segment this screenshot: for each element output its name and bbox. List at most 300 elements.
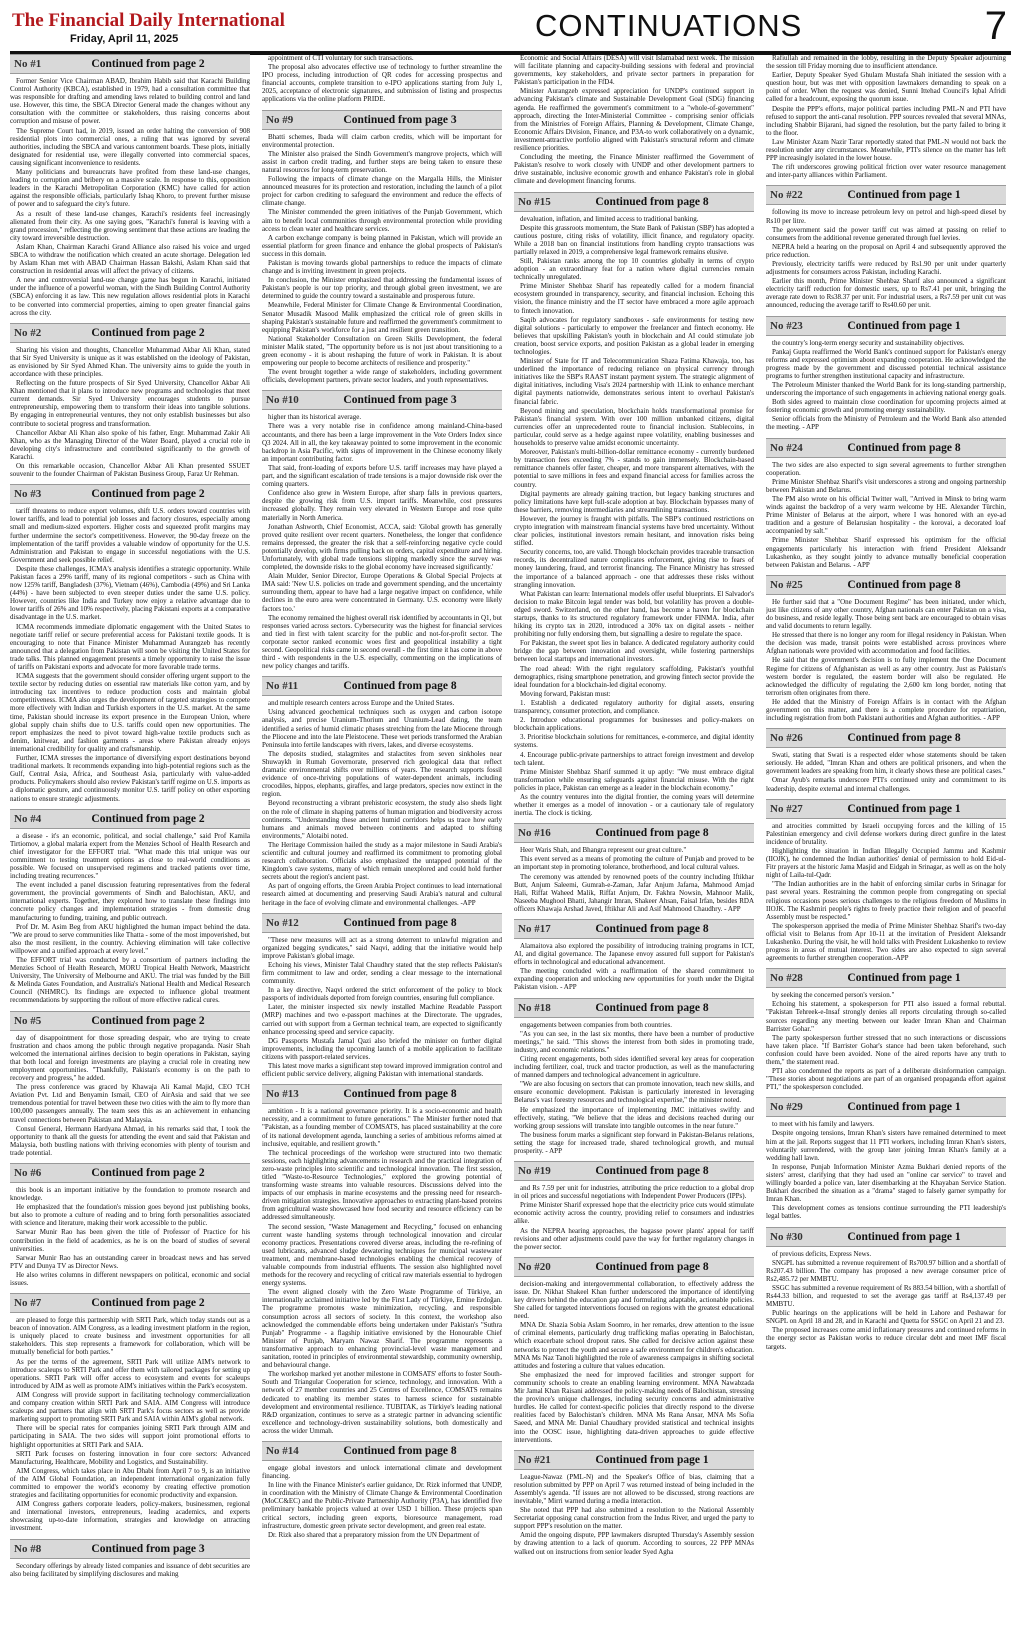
story-paragraph: He added that the Ministry of Foreign Affairs is in contact with the Afghan government on this matter, and there is a complete procedure for repatriation, including registration from both Pakistani authorities and Afghan authorities. - APP	[766, 697, 1006, 723]
story-paragraph: In conclusion, the Minister emphasized that addressing the fundamental issues of Pakistan's people is our top priority, and through global green investment, we are determined to guide the country toward a sustainable and prosperous future.	[262, 276, 502, 301]
story	[514, 998, 754, 1156]
story-body	[514, 1473, 754, 1556]
story-body	[766, 991, 1006, 1091]
story-header	[10, 484, 250, 504]
story-paragraph: The Petroleum Minister thanked the World Bank for its long-standing partnership, underscoring the importance of such engagements in achieving national energy goals.	[766, 381, 1006, 398]
story-number: No #27	[770, 802, 803, 815]
story-body	[766, 598, 1006, 722]
story-paragraph: NEPRA held a hearing on the proposal on April 4 and subsequently approved the price reduction.	[766, 242, 1006, 259]
story-body	[262, 699, 502, 906]
story-body	[262, 936, 502, 1079]
story-paragraph: That said, front-loading of exports before U.S. tariff increases may have played a part, and the significant escalation of trade tensions is a major downside risk over the coming quarters.	[262, 463, 502, 489]
story-body	[10, 77, 250, 317]
story-paragraph: He said that the government's decision is to fully implement the One Document Regime for citizens of Afghanistan as well as any other country. Just as Pakistan's western border is regulated, the eastern border will also be regulated. He acknowledged the difficulty of regulating the 2,600 km long border, noting that terrorism often originates from there.	[766, 656, 1006, 697]
story-paragraph: this book is an important initiative by the foundation to promote research and knowledge.	[10, 1185, 250, 1203]
story-header	[514, 1450, 754, 1470]
story-paragraph: Alamaitova also explored the possibility of introducing training programs in ICT, AI, and digital governance. The Japanese envoy assured full support for Pakistan's efforts in technological and educational advancement.	[514, 942, 754, 967]
story-paragraph: Law Minister Azam Nazir Tarar reportedly stated that PML-N would not back the resolution under any circumstances. Meanwhile, PTI's silence on the matter has left PPP increasingly isolated in the lower house.	[766, 137, 1006, 163]
story-paragraph: AIM Congress will provide support in facilitating technology commercialization and company creation within SRTI Park and SAIA. AIM Congress will introduce scaleups and partners that align with SRTI Park's focus sectors as well as provide marketing support to promoting SRTI Park and SAIA within AIM's global network.	[10, 1390, 250, 1424]
story-paragraph: Following the impacts of climate change on the Margalla Hills, the Minister announced measures for its protection and restoration, including the launch of a pilot project for carbon crediting to safeguard the environment and reduce the effects of climate change.	[262, 175, 502, 208]
continued-from-label: Continued from page 8	[343, 916, 457, 929]
continued-from-label: Continued from page 2	[91, 1297, 205, 1310]
continued-from-label: Continued from page 8	[595, 195, 709, 208]
story-header	[10, 809, 250, 829]
story-paragraph: He emphasized that the foundation's mission goes beyond just publishing books, but also to promote a culture of reading and to bring forth personalities associated with science and literature, making their work accessible to the public.	[10, 1203, 250, 1228]
continued-from-label: Continued from page 8	[343, 1088, 457, 1101]
story-paragraph: What Pakistan can learn: International models offer useful blueprints. El Salvador's decision to make Bitcoin legal tender was bold, but volatility has proven a double-edged sword. Switzerland, on the other hand, has become a haven for blockchain startups, thanks to its structured regulatory framework under FINMA. India, after hiking its crypto tax in 2020, introduced a 30% tax on digital assets - neither prohibiting nor fully endorsing them, but signalling a desire to regulate the space.	[514, 589, 754, 639]
story-paragraph: Confidence also grew in Western Europe, after sharp falls in previous quarters, despite the growing risk from U.S. import tariffs. Meanwhile, cost pressures increased globally. They remain very elevated in Western Europe and rose quite materially in North America.	[262, 489, 502, 522]
story-paragraph: The road ahead: With the right regulatory scaffolding, Pakistan's youthful demographics, rising smartphone penetration, and growing fintech sector provide the ideal foundation for a blockchain-led digital economy.	[514, 664, 754, 689]
story-header	[262, 676, 502, 696]
story-paragraph: appointment of CTI voluntary for such transactions.	[268, 54, 414, 62]
story	[262, 110, 502, 385]
story-number: No #5	[14, 1014, 42, 1027]
story-paragraph: Both sides agreed to maintain close coordination for upcoming projects aimed at fostering economic growth and promoting energy sustainability.	[766, 398, 1006, 415]
story-paragraph: Prime Minister Shehbaz Sharif summed it up aptly: "We must embrace digital transformation while ensuring safeguards against financial misuse. With the right policies in place, Pakistan can emerge as a leader in the blockchain economy."	[514, 767, 754, 792]
story-header	[514, 192, 754, 212]
story-paragraph: Swati, stating that Swati is a respected elder whose statements should be taken seriously. He added, "Imran Khan and others are political prisoners, and when the government leaders are speaking from him, it clearly shows these are political cases."	[766, 751, 1006, 776]
story-paragraph: a disease - it's an economic, political, and social challenge," said Prof Kamila Tirtiomov, a global malaria expert from the Menzies School of Health Research and chief investigator for the EFFORT trial. "What made this trial unique was our commitment to testing treatment options as close to real-world conditions as possible. We focused on unsupervised regimens and tracked patients over time, including treating recurrences."	[10, 831, 250, 881]
story-body	[10, 1186, 250, 1287]
story-paragraph: SRTI Park focuses on fostering innovation in four core sectors: Advanced Manufacturing, Healthcare, Mobility and Logistics, and Sustainability.	[10, 1449, 250, 1466]
story-paragraph: A carbon exchange company is being planned in Pakistan, which will provide an essential platform for green finance and enhance the global prospects of Pakistan's success in this domain.	[262, 233, 502, 258]
story-paragraph: The Supreme Court had, in 2019, issued an order halting the conversion of 908 residential plots into commercial ones, a ruling that was ignored by several authorities, including the SBCA and various cantonment boards. These plots, initially designated for residential use, were illegally converted into commercial spaces, causing significant inconvenience to residents.	[10, 126, 250, 167]
story-paragraph: Moreover, Pakistan's multi-billion-dollar remittance economy - currently burdened by transaction fees exceeding 7% - stands to gain immensely. Blockchain-based remittance channels offer faster, cheaper, and more transparent alternatives, with the potential to save millions in fees and expand financial access for families across the country.	[514, 448, 754, 489]
story-paragraph: Prime Minister Shehbaz Sharif has repeatedly called for a modern financial ecosystem grounded in transparency, security, and financial inclusion. Echoing this vision, the finance ministry and the IT sector have embraced a more agile approach to fintech innovation.	[514, 282, 754, 315]
story-paragraph: engagements between companies from both countries.	[520, 1020, 673, 1029]
story-paragraph: "As you can see, in the last six months, there have been a number of productive meetings," he said. "This shows the interest from both sides in promoting trade, industry, and economic relations."	[514, 1029, 754, 1054]
continued-from-label: Continued from page 1	[847, 189, 961, 202]
continued-from-label: Continued from page 2	[91, 488, 205, 501]
story	[10, 1539, 250, 1578]
story-paragraph: He emphasized the importance of implementing JMC initiatives swiftly and effectively, stating, "We believe that the ideas and decisions reached during our working group sessions will translate into tangible outcomes in the near future."	[514, 1105, 754, 1130]
story-body	[262, 133, 502, 385]
story	[766, 728, 1006, 792]
story-number: No #21	[518, 1453, 551, 1466]
story-body	[262, 413, 502, 670]
story-body	[10, 1034, 250, 1157]
story-header	[10, 1011, 250, 1031]
story-paragraph: Prof Dr. M. Asim Beg from AKU highlighted the human impact behind the data. "We are proud to serve communities like Thatta - some of the most impoverished, but also the most resilient, in the country. Achieving elimination will take collective willpower and a unified approach at every level."	[10, 922, 250, 955]
story-paragraph: Economic and Social Affairs (DESA) will visit Islamabad next week. The mission will facilitate planning and capacity-building sessions with federal and provincial governments, key stakeholders, and private sector partners in preparation for Pakistan's participation in the FfD4.	[514, 54, 754, 87]
story	[514, 1257, 754, 1444]
story-paragraph: As the country ventures into the digital frontier, the coming years will determine whether it emerges as a model of innovation - or a cautionary tale of regulatory inertia. The clock is ticking.	[514, 792, 754, 818]
story-paragraph: Dr. Rizk also shared that a preparatory mission from the UN Department of	[268, 1530, 480, 1539]
story-header	[514, 823, 754, 843]
story-paragraph: and atrocities committed by Israeli occupying forces and the killing of 15 Palestinian emergency and civil defense workers during direct gunfire in the latest incidence of brutality.	[766, 821, 1006, 846]
story-paragraph: Later, the minister inspected six newly installed Machine Readable Passport (MRP) machines and two e-passport machines at the Directorate. The upgrades, carried out with support from a German technical team, are expected to significantly enhance processing speed and service capacity.	[262, 1003, 502, 1036]
story-paragraph: Earlier this month, Prime Minister Shehbaz Sharif also announced a significant electricity tariff reduction for domestic users, up to Rs7.41 per unit, bringing the average rate down to Rs38.37 per unit. For industrial users, a Rs7.59 per unit cut was announced, reducing the average tariff to Rs40.60 per unit.	[766, 277, 1006, 310]
story-paragraph: Highlighting the situation in Indian Illegally Occupied Jammu and Kashmir (IIOJK), he condemned the Indian authorities' denial of permission to hold Eid-ul-Fitr prayers at the historic Jama Masjid and Eidgah in Srinagar, as well as on the holy night of Laila-tul-Qadr.	[766, 846, 1006, 880]
column-3	[514, 54, 754, 1646]
story-paragraph: The government said the power tariff cut was aimed at passing on relief to consumers from the additional revenue generated through fuel levies.	[766, 225, 1006, 242]
story-paragraph: He further said that a "One Document Regime" has been initiated, under which, just like citizens of any other country, Afghan nationals can enter Pakistan on a visa, do business, and reside legally. Those being sent back are encouraged to obtain visas and valid documents to return legally.	[766, 597, 1006, 631]
story-body	[766, 1250, 1006, 1351]
story-paragraph: SNGPL has submitted a revenue requirement of Rs700.97 billion and a shortfall of Rs207.43 billion. The company has proposed a new average consumer price of Rs2,485.72 per MMBTU.	[766, 1258, 1006, 1283]
story-paragraph: The event brought together a wide range of stakeholders, including government officials, development partners, private sector leaders, and youth representatives.	[262, 368, 502, 385]
continued-from-label: Continued from page 2	[91, 326, 205, 339]
story-paragraph: Chancellor Akbar Ali Khan also spoke of his father, Engr. Muhammad Zakir Ali Khan, who as the Managing Director of the Water Board, played a crucial role in developing city's infrastructure and contributed significantly to the growth of Karachi.	[10, 428, 250, 461]
story	[262, 676, 502, 906]
story-body	[262, 54, 502, 104]
story-body	[10, 1562, 250, 1578]
story	[262, 54, 502, 104]
story-paragraph: following its move to increase petroleum levy on petrol and high-speed diesel by Rs10 per litre.	[766, 208, 1006, 225]
story-body	[10, 832, 250, 1005]
story	[10, 1011, 250, 1157]
story	[514, 54, 754, 186]
continued-from-label: Continued from page 8	[343, 680, 457, 693]
story-paragraph: are pleased to forge this partnership with SRTI Park, which today stands out as a beacon of innovation. AIM Congress, as a leading investment platform in the region, is uniquely placed to create business and investment opportunities for all stakeholders. This step represents a framework for collaboration, which will be mutually beneficial for both parties."	[10, 1316, 250, 1357]
issue-date: Friday, April 11, 2025	[70, 33, 179, 45]
story-paragraph: Despite ongoing tensions, Imran Khan's sisters have remained determined to meet him at the jail. Reports suggest that 11 PTI workers, including Imran Khan's sisters, voluntarily surrendered, with the group later joining Imran Khan's family at a wedding hall lawn.	[766, 1129, 1006, 1162]
section-title: CONTINUATIONS	[535, 8, 803, 43]
story-paragraph: The spokesperson apprised the media of Prime Minister Shehbaz Sharif's two-day official visit to Belarus from Apr 10-11 at the invitation of President Aleksandr Lukashenko. During the visit, he will hold talks with President Lukashenko to review progress in areas of mutual interest. Two sides are also expected to sign several agreements to further strengthen cooperation.-APP	[766, 921, 1006, 963]
story-paragraph: decision-making and intergovernmental collaboration, to effectively address the issue. Dr. Nikhat Shakeel Khan further underscored the importance of identifying key drivers behind the education gap and formulating adaptable, actionable policies. She called for targeted interventions focused on regions with the greatest educational need.	[514, 1279, 754, 1321]
story-paragraph: On this remarkable occasion, Chancellor Akbar Ali Khan presented SSUET souvenir to the founder Chairman of Pakistan Business Group, Faraz Ur Rehman.	[10, 462, 250, 479]
story-number: No #4	[14, 812, 42, 825]
story-number: No #16	[518, 827, 551, 840]
story-paragraph: She emphasized the need for improved facilities and stronger support for community schools to create an enabling learning environment. MNA Nawabzada Mir Jamal Khan Raisani addressed the policy-making needs of Balochistan, stressing the province's unique challenges, including security concerns and administrative hurdles. He called for context-specific policies that directly respond to the diverse realities faced by Balochistan's children. MNA Ms Rana Ansar, MNA Ms Sofia Saeed, and MNA Mr. Danial Chaudhary provided statistical and technical insights into the OOSC issue, highlighting data-driven approaches to guide effective interventions.	[514, 1370, 754, 1444]
story-paragraph: engage global investors and unlock international climate and development financing.	[262, 1463, 502, 1481]
story-number: No #18	[518, 1001, 551, 1014]
story-paragraph: The deposits studied, stalagmites and stalactites from seven sinkholes near Shuwaykh in Rumah Governorate, preserved rich geological data that reflect dramatic environmental shifts over millions of years. The research supports fossil evidence of once-thriving populations of water-dependent animals, including crocodiles, hippos, elephants, giraffes, and large predators, species now extinct in the region.	[262, 749, 502, 799]
story-paragraph: Concluding the meeting, the Finance Minister reaffirmed the Government of Pakistan's resolve to work closely with UNDP and other development partners to drive sustainable, inclusive economic growth and enhance Pakistan's role in global climate and development financing forums.	[514, 153, 754, 186]
story-paragraph: The party spokesperson further stressed that no such interactions or discussions have taken place. "If Barrister Gohar's stance had been taken beforehand, such confusion could have been avoided. None of the aired reports have any truth to them," the statement read.	[766, 1033, 1006, 1066]
story-paragraph: Earlier, Deputy Speaker Syed Ghulam Mustafa Shah initiated the session with a question hour, but was met with opposition lawmakers demanding to speak on a point of order. When the request was denied, Sunni Ittehad Council's Iqbal Afridi called for a headcount, exposing the quorum issue.	[766, 71, 1006, 104]
story-number: No #24	[770, 441, 803, 454]
story-paragraph: The event included a panel discussion featuring representatives from the federal government, the provincial governments of Sindh and Balochistan, AKU, and international experts. Together, they explored how to translate these findings into concrete policy changes and implementation strategies - from domestic drug manufacturing to funding, training, and public outreach.	[10, 881, 250, 922]
newspaper-name: The Financial Daily International	[12, 10, 285, 31]
story-header	[10, 1163, 250, 1183]
story-paragraph: Senior officials from the Ministry of Petroleum and the World Bank also attended the meeting. - APP	[766, 415, 1006, 432]
story	[10, 1293, 250, 1532]
story-header	[766, 1097, 1006, 1117]
story-number: No #8	[14, 1542, 42, 1555]
story-body	[10, 507, 250, 802]
story-paragraph: The two sides are also expected to sign several agreements to further strengthen cooperation.	[766, 460, 1006, 477]
continued-from-label: Continued from page 8	[595, 1001, 709, 1014]
story-paragraph: Previously, electricity tariffs were reduced by Rs1.90 per unit under quarterly adjustments for consumers across Pakistan, including Karachi.	[766, 259, 1006, 277]
story-paragraph: Omar Ayub's remarks underscore PTI's continued unity and commitment to its leadership, despite external and internal challenges.	[766, 776, 1006, 793]
story-number: No #25	[770, 578, 803, 591]
story-paragraph: "We are also focusing on sectors that can promote innovation, teach new skills, and ensure economic development. Pakistan is particularly interested in leveraging Belarus's vast forestry resources and technological expertise," the minister noted.	[514, 1080, 754, 1105]
story-paragraph: The event aligned closely with the Zero Waste Programme of Türkiye, an internationally acclaimed initiative led by the First Lady of Türkiye, Emine Erdoğan. The programme promotes waste minimization, recycling, and responsible consumption across all sectors of society. In this context, the workshop also acknowledged the commendable efforts being undertaken under Pakistan's "Suthra Punjab" Programme - a flagship initiative envisioned by the Honourable Chief Minister of Punjab, Maryam Nawaz Sharif. The programme represents a transformative approach to enhancing provincial-level waste management and sanitation, rooted in principles of environmental stewardship, community ownership, and behavioural change.	[262, 1288, 502, 1370]
story-header	[766, 185, 1006, 205]
story-body	[514, 1021, 754, 1156]
story-paragraph: Aslam Khan, Chairman Karachi Grand Alliance also raised his voice and urged SBCA to withdraw the notification which created an acute shortage. Delegation led by Aslam Khan met with ABAD Chairman Hassan Bakshi, Aslam Khan said that construction in residential areas will affect the privacy of citizens.	[10, 242, 250, 276]
column-4	[766, 54, 1006, 1646]
story-number: No #14	[266, 1444, 299, 1457]
continued-from-label: Continued from page 2	[91, 1014, 205, 1027]
story-paragraph: The proposal also advocates effective use of technology to further streamline the IPO process, including introduction of QR codes for accessing prospectus and financial accounts, complete transition to e-IPO applications starting from July 1, 2025, acceptance of electronic signatures, and submission of listing and prospectus applications via the online platform PRIDE.	[262, 63, 502, 104]
story-paragraph: National Stakeholder Consultation on Green Skills Development, the federal minister Malik stated, "The opportunity before us is not just about transitioning to a green economy - it is about reshaping the future of work in Pakistan. It is about empowering our people to become architects of resilience and prosperity."	[262, 334, 502, 368]
story-body	[514, 1280, 754, 1444]
story-header	[10, 54, 250, 74]
continued-from-label: Continued from page 8	[595, 1165, 709, 1178]
continued-from-label: Continued from page 3	[343, 113, 457, 126]
story-paragraph: Further, ICMA stresses the importance of diversifying export destinations beyond traditional markets. It recommends expanding into high-potential regions such as the Gulf, Central Asia, Africa, and Southeast Asia, particularly with value-added products. Policymakers should also review Pakistan's tariff regime on U.S. imports as a diplomatic gesture, and continuously monitor U.S. tariff policy on other exporting nations to ensure strategic adjustments.	[10, 754, 250, 803]
story-number: No #1	[14, 58, 42, 70]
continued-from-label: Continued from page 1	[595, 1453, 709, 1466]
story	[766, 575, 1006, 722]
story-number: No #15	[518, 195, 551, 208]
story-paragraph: The press conference was graced by Khawaja Ali Kamal Majid, CEO TCH Aviation Pvt. Ltd and Benyamin Ismail, CEO of AirAsia and said that we see tremendous potential for travel between these two cities with the aim to fly more than 100,000 passengers annually. The team sees this as an achievement in enhancing travel connections between Pakistan and Malaysia.	[10, 1083, 250, 1124]
story-body	[10, 1316, 250, 1532]
continued-from-label: Continued from page 8	[595, 923, 709, 935]
story-header	[262, 1084, 502, 1104]
story	[10, 54, 250, 317]
continued-from-label: Continued from page 3	[343, 394, 457, 407]
story-paragraph: There was a very notable rise in confidence among mainland-China-based accountants, and there has been a large improvement in the Vote Orders Index since Q3 2024. All in all, the key takeaway pointed to some improvement in the economic backdrop in Asia Pacific, with signs of improvement in the Chinese economy likely an important contributing factor.	[262, 422, 502, 463]
story-body	[766, 461, 1006, 569]
story-paragraph: The economy remained the highest overall risk identified by accountants in Q1, but responses varied across sectors. Cybersecurity was the highest for financial services and tied in first with talent scarcity for the public and not-for-profit sector. The corporate sector ranked economic woes first and geopolitical instability a tight second. Geopolitical risks came in second overall - the first time it has come in above third - with respondents in the U.S. especially, commenting on the implications of new policy changes and tariffs.	[262, 613, 502, 671]
masthead	[10, 4, 1011, 48]
story-number: No #11	[266, 680, 299, 693]
story-paragraph: This development comes as tensions continue surrounding the PTI leadership's legal battles.	[766, 1204, 1006, 1221]
story-paragraph: by seeking the concerned person's version."	[772, 991, 895, 1000]
story-number: No #20	[518, 1260, 551, 1273]
story	[766, 968, 1006, 1091]
story-header	[766, 316, 1006, 336]
story-paragraph: A new and controversial land-use change game has begun in Karachi, initiated under the influence of a powerful woman, with the Sindh Building Control Authority (SBCA) enforcing it as law. This new regulation allows residential plots in Karachi to be converted into commercial properties, aiming to open greater financial gains across the city.	[10, 276, 250, 317]
story-header	[10, 323, 250, 343]
story-paragraph: Still, Pakistan ranks among the top 10 countries globally in terms of crypto adoption - an extraordinary feat for a nation where digital currencies remain technically unregulated.	[514, 256, 754, 282]
columns-area	[10, 54, 1011, 1646]
story-number: No #2	[14, 326, 42, 339]
story-number: No #22	[770, 189, 803, 202]
story	[514, 1450, 754, 1556]
story-paragraph: This event served as a means of promoting the culture of Punjab and proved to be an important step in promoting tolerance, brotherhood, and local cultural values.	[514, 855, 754, 872]
story-paragraph: 4. Encourage public-private partnerships to attract foreign investment and develop tech talent.	[514, 750, 754, 767]
story-body	[514, 215, 754, 818]
story	[262, 390, 502, 670]
story	[262, 913, 502, 1079]
story-paragraph: Sarwar Munir Rao has an outstanding career in broadcast news and has served PTV and Dunya TV as Director News.	[10, 1253, 250, 1270]
story-paragraph: However, the journey is fraught with pitfalls. The SBP's continued restrictions on crypto integration with mainstream financial systems have bred uncertainty. Without clear policies, institutional investors remain hesitant, and innovation risks being stifled.	[514, 514, 754, 548]
story-paragraph: Pakistan is moving towards global partnerships to reduce the impacts of climate change and is inviting investment in green projects.	[262, 258, 502, 276]
story-paragraph: As the NEPRA hearing approaches, the bagasse power plants' appeal for tariff revisions and other adjustments could pave the way for further regulatory changes in the power sector.	[514, 1226, 754, 1251]
story-paragraph: ICMA recommends immediate diplomatic engagement with the United States to negotiate tariff relief or secure preferential access for Pakistani textile goods. It is encouraging to note that Finance Minister Muhammad Aurangzeb has recently announced that a delegation from Pakistan will soon be visiting the United States for trade talks. This planned engagement presents a timely opportunity to raise the issue of tariffs on Pakistani exports and advocate for more favorable trade terms.	[10, 622, 250, 671]
story-paragraph: He also writes columns in different newspapers on political, economic and social issues.	[10, 1270, 250, 1287]
story	[262, 1441, 502, 1539]
story-paragraph: The Minister also praised the Sindh Government's mangrove projects, which will assist in carbon credit trading, and further steps are being taken to ensure these natural resources for long-term preservation.	[262, 149, 502, 174]
story-paragraph: SSGC has submitted a revenue requirement of Rs 883.54 billion, with a shortfall of Rs44.33 billion, and requested to set the average gas tariff at Rs4,137.49 per MMBTU.	[766, 1283, 1006, 1309]
story-body	[766, 54, 1006, 179]
story-body	[766, 208, 1006, 309]
story-paragraph: Echoing his statement, a spokesperson for PTI also issued a formal rebuttal. "Pakistan Tehreek-e-Insaf strongly denies all reports circulating through so-called sources regarding any meeting between our leader Imran Khan and Chairman Barrister Gohar."	[766, 1000, 1006, 1033]
story-paragraph: The EFFORT trial was conducted by a consortium of partners including the Menzies School of Health Research, MORU Tropical Health Network, Maastricht University, The University of Melbourne and AKU. The trial was funded by the Bill & Melinda Gates Foundation, and Australia's National Health and Medical Research Council (NHMRC). Its findings are expected to influence global treatment recommendations by supporting the rollout of more effective radical cures.	[10, 956, 250, 1005]
story-paragraph: "The Indian authorities are in the habit of enforcing similar curbs in Srinagar for past several years. Restraining the common people from congregating on special religious occasions poses serious challenges to the religious freedom of Muslims in IIOJK. The Kashmiri people's rights to freely practice their religion and of peaceful Assembly must be respected."	[766, 880, 1006, 921]
story	[766, 1227, 1006, 1351]
continued-from-label: Continued from page 8	[343, 1444, 457, 1457]
story-paragraph: Saqib advocates for regulatory sandboxes - safe environments for testing new digital solutions - particularly to empower the freelancer and fintech economy. He believes that upskilling Pakistan's youth in blockchain and AI could stimulate job creation, boost service exports, and position Pakistan as a global leader in emerging technologies.	[514, 315, 754, 356]
story-paragraph: The technical proceedings of the workshop were structured into two thematic sessions, each highlighting advancements in research and the practical integration of zero-waste principles into scientific and technological innovation. The first session, titled "Waste-to-Resource Technologies," explored the growing potential of transforming waste streams into valuable resources. Discussions delved into the impacts of our emphasis in marine ecosystems and the pressing need for research-driven mitigation strategies. Innovative approaches to extracting plant-based proteins from agricultural waste showcased how food security and resource efficiency can be addressed simultaneously.	[262, 1148, 502, 1222]
continued-from-label: Continued from page 8	[847, 441, 961, 454]
story-body	[514, 54, 754, 186]
story-paragraph: ambition - It is a national governance priority. It is a socio-economic and health necessity, and a commitment to future generations." The Minister further noted that "Pakistan, as a founding member of COMSATS, has placed sustainability at the core of its national development agenda, launching a series of ambitious reforms aimed at inclusive, equitable, and resilient growth."	[262, 1107, 502, 1148]
story-body	[262, 1464, 502, 1539]
story-paragraph: She noted that PPP had also submitted a resolution to the National Assembly Secretariat opposing canal construction from the Indus River, and urged the party to support PPP's resolution on the matter.	[514, 1506, 754, 1531]
story-header	[766, 799, 1006, 819]
story-paragraph: day of disappointment for those spreading despair, who are trying to create frustration and chaos among the public through negative propaganda. Nasir Shah welcomed the international airlines decision to begin operations in Pakistan, saying that both local and foreign investments are playing a crucial role in creating new employment opportunities. "Thankfully, Pakistan's economy is on the path to recovery and progress," he added.	[10, 1033, 250, 1083]
story-body	[766, 751, 1006, 792]
story-header	[766, 1227, 1006, 1247]
story	[766, 316, 1006, 432]
story-paragraph: For Pakistan, the sweet spot lies in balance. A dedicated regulatory authority could bridge the gap between innovation and oversight, while fostering partnerships between local startups and international investors.	[514, 639, 754, 664]
continued-from-label: Continued from page 1	[847, 802, 961, 815]
story	[766, 1097, 1006, 1220]
story-paragraph: Pankaj Gupta reaffirmed the World Bank's continued support for Pakistan's energy reforms and expressed optimism about expanding cooperation. He acknowledged the progress made by the government and discussed potential technical assistance programs to further strengthen institutional capacity and infrastructure.	[766, 347, 1006, 380]
story-number: No #12	[266, 916, 299, 929]
story-paragraph: Prime Minister Sharif expressed hope that the electricity price cuts would stimulate economic activity across the country, providing relief to consumers and industries alike.	[514, 1201, 754, 1226]
story-paragraph: Jonathan Ashworth, Chief Economist, ACCA, said: 'Global growth has generally proved quite resilient over recent quarters. Nonetheless, the longer that confidence remains depressed, the greater the risk that a self-reinforcing negative cycle could potentially develop, with firms pulling back on orders, capital expenditure and hiring. Unfortunately, with global trade tensions slipping markedly since the survey was completed, the downside risks to the global economy have increased significantly.'	[262, 522, 502, 572]
story-number: No #3	[14, 488, 42, 501]
story-paragraph: The second session, "Waste Management and Recycling," focused on enhancing current waste handling systems through technological innovation and circular economy practices. Presentations covered diverse areas, including the re-refining of used lubricants, advanced sludge dewatering techniques for municipal wastewater treatment, and membrane-based technologies enabling the chemical recovery of valuable compounds from industrial effluents. The session also highlighted novel methods for the recovery and recycling of critical raw materials essential to hydrogen energy systems.	[262, 1222, 502, 1288]
continued-from-label: Continued from page 8	[847, 732, 961, 745]
story	[10, 1163, 250, 1287]
continued-from-label: Continued from page 8	[847, 578, 961, 591]
story-paragraph: The business forum marks a significant step forward in Pakistan-Belarus relations, setting the stage for increased trade, shared technological growth, and mutual prosperity. - APP	[514, 1130, 754, 1155]
story-paragraph: Heer Waris Shah, and Bhangra represent our great culture."	[520, 846, 687, 855]
story-header	[766, 968, 1006, 988]
story-paragraph: the country's long-term energy security and sustainability objectives.	[772, 338, 965, 347]
continued-from-label: Continued from page 2	[91, 1166, 205, 1179]
story-paragraph: Minister Aurangzeb expressed appreciation for UNDP's continued support in advancing Pakistan's climate and Sustainable Development Goal (SDG) financing agenda. He reaffirmed the government's commitment to a "whole-of-government" approach, directing the Inter-Ministerial Committee - comprising senior officials from the Ministries of Foreign Affairs, Planning & Development, Climate Change, Economic Affairs Division, Finance, and P3A-to work collaboratively on a dynamic, investment-attractive portfolio aligned with Pakistan's structural reform and climate resilience priorities.	[514, 87, 754, 153]
story-paragraph: There will be special rates for companies joining SRTI Park through AIM and participating in SAIA. The two sides will support joint promotional efforts to highlight opportunities at SRTI Park and SAIA.	[10, 1424, 250, 1449]
story-paragraph: Bhatti schemes, Ibada will claim carbon credits, which will be important for environmental protection.	[262, 132, 502, 149]
story	[514, 919, 754, 992]
story-body	[766, 1120, 1006, 1220]
story-number: No #29	[770, 1101, 803, 1114]
story-header	[766, 728, 1006, 748]
story-paragraph: He stressed that there is no longer any room for illegal residency in Pakistan. When the decision was made, transit points were established across provinces where Afghan nationals were provided with accommodation and food facilities.	[766, 631, 1006, 656]
story-paragraph: AIM Congress, which takes place in Abu Dhabi from April 7 to 9, is an initiative of the AIM Global Foundation, an independent international organization fully committed to empower the world's economy by creating effective promotion strategies and facilitating opportunities for economic productivity and expansion.	[10, 1466, 250, 1500]
story-paragraph: Sharing his vision and thoughts, Chancellor Muhammad Akbar Ali Khan, stated that Sir Syed University is unique as it was established on the ideology of Pakistan, as envisioned by Sir Syed Ahmed Khan. The university aims to guide the youth in accordance with these principles.	[10, 345, 250, 378]
column-2	[262, 54, 502, 1646]
story-paragraph: As a result of these land-use changes, Karachi's residents feel increasingly alienated from their city. As one saying goes, "Karachi's funeral is leaving with a grand procession," reflecting the growing sentiment that these actions are leading the city toward irreversible destruction.	[10, 209, 250, 242]
continued-from-label: Continued from page 3	[91, 1542, 205, 1555]
story-body	[766, 339, 1006, 432]
story-header	[10, 1293, 250, 1313]
column-1	[10, 54, 250, 1646]
story-paragraph: Beyond mining and speculation, blockchain holds transformational promise for Pakistan's financial system. With over 100 million unbanked citizens, digital currencies offer an unprecedented route to financial inclusion. Stablecoins, in particular, could serve as a hedge against rupee volatility, enabling businesses and households to preserve value amidst economic uncertainty.	[514, 406, 754, 448]
story	[766, 799, 1006, 963]
story-paragraph: MNA Dr. Shazia Sobia Aslam Soomro, in her remarks, drew attention to the issue of criminal elements, particularly drug trafficking mafias operating in Balochistan, which exacerbate school dropout rates. She called for decisive action against these networks to protect the youth and secure a safe environment for children's education. MNA Ms Naz Tanoli highlighted the role of awareness campaigns in shifting societal attitudes and fostering a culture that values education.	[514, 1321, 754, 1370]
story-paragraph: Despite these challenges, ICMA's analysis identifies a strategic opportunity. While Pakistan faces a 29% tariff, many of its regional competitors - such as China with now 125% tariff, Bangladesh (37%), Vietnam (46%), Cambodia (49%) and Sri Lanka (44%) - have been subjected to even steeper duties under the same U.S. policy. However, countries like India and Turkey now enjoy a relative advantage due to lower tariffs of 26% and 10% respectively, placing Pakistani exports at a comparative disadvantage in the U.S. market.	[10, 564, 250, 622]
continued-from-label: Continued from page 1	[847, 1101, 961, 1114]
continued-from-label: Continued from page 2	[91, 58, 205, 70]
story-paragraph: Moving forward, Pakistan must:	[520, 689, 611, 698]
story-paragraph: Secondary offerings by already listed companies and issuance of debt securities are also being facilitated by simplifying disclosures and making	[10, 1561, 250, 1578]
story-paragraph: The workshop marked yet another milestone in COMSATS' efforts to foster South-South and Triangular Cooperation for science, technology, and innovation. With a network of 27 member countries and 25 Centres of Excellence, COMSATS remains dedicated to enabling its member states to harness science for sustainable development and environmental resilience. TUBITAK, as Türkiye's leading national R&D organization, continues to serve as a strategic partner in advancing scientific excellence and technology-driven sustainability solutions, both domestically and across the wider Ummah.	[262, 1370, 502, 1435]
story-number: No #6	[14, 1166, 42, 1179]
story-paragraph: Consul General, Hermann Hardyana Ahmad, in his remarks said that, I took the opportunity to thank all the guests for attending the event and said that Pakistan and Malaysia, both bustling nations with thriving economies with plenty of tourism and trade potential.	[10, 1124, 250, 1157]
story-paragraph: Reflecting on the future prospects of Sir Syed University, Chancellor Akbar Ali Khan mentioned that it plans to introduce new programs and technologies that meet current demands. Sir Syed University encourages students to pursue entrepreneurship, empowering them to transform their ideas into tangible solutions. By engaging in entrepreneurial ventures, they not only establish businesses but also contribute to societal progress and transformation.	[10, 379, 250, 428]
story-header	[514, 919, 754, 939]
story-paragraph: Security concerns, too, are valid. Though blockchain provides traceable transaction records, its decentralized nature complicates enforcement, giving rise to fears of money laundering, fraud, and terrorist financing. The Finance Ministry has stressed the importance of a balanced approach - one that addresses these risks without strangling innovation.	[514, 548, 754, 589]
story	[766, 185, 1006, 309]
story-paragraph: to meet with his family and lawyers.	[772, 1120, 875, 1129]
story-paragraph: League-Nawaz (PML-N) and the Speaker's Office of bias, claiming that a resolution submitted by PPP on April 7 was returned instead of being included in the Assembly's agenda. "If issues are not allowed to be discussed, strong reactions are inevitable," Mirri warned during a media interaction.	[514, 1472, 754, 1505]
story	[514, 192, 754, 818]
story-paragraph: tariff threatens to reduce export volumes, shift U.S. orders toward countries with lower tariffs, and lead to potential job losses and factory closures, especially among small and medium-sized exporters. Higher costs and squeezed profit margins may further undermine the sector's competitiveness. However, the 90-day freeze on the implementation of the tariff provides a valuable window of opportunity for the U.S. Administration and Pakistan to engage in successful negotiations with the U.S. Government and seek possible relief.	[10, 507, 250, 564]
story-paragraph: Public hearings on the applications will be held in Lahore and Peshawar for SNGPL on April 18 and 28, and in Karachi and Quetta for SSGC on April 21 and 23.	[766, 1309, 1006, 1326]
story-paragraph: Echoing his views, Minister Talal Chaudhry stated that the step reflects Pakistan's firm commitment to law and order, sending a clear message to the international community.	[262, 960, 502, 986]
story-header	[766, 575, 1006, 595]
story-paragraph: Beyond reconstructing a vibrant prehistoric ecosystem, the study also sheds light on the role of climate in shaping patterns of human migration and biodiversity across continents. "Understanding these ancient humid corridors helps us trace how early humans and animals moved between continents and adapted to shifting environments," Alotaibi noted.	[262, 799, 502, 840]
story-paragraph: ICMA suggests that the government should consider offering urgent support to the textile sector by reducing duties on essential raw materials like cotton yarn, and by introducing tax incentives to reduce production costs and maintain global competitiveness. ICMA also urges the development of targeted strategies to compete more effectively with Indian and Turkish exporters in the U.S. market. At the same time, Pakistan should increase its export presence in the European Union, where global supply chain shifts due to U.S. tariffs could open new opportunities. The report emphasizes the need to pivot toward high-value textile products such as denim, knitwear, and fashion garments - areas where Pakistan already enjoys international credibility for quality and craftsmanship.	[10, 672, 250, 753]
story-header	[262, 913, 502, 933]
story-paragraph: and Rs 7.59 per unit for industries, attributing the price reduction to a global drop in oil prices and successful negotiations with Independent Power Producers (IPPs).	[514, 1184, 754, 1201]
story-header	[766, 438, 1006, 458]
story-paragraph: Prime Minister Shehbaz Sharif's visit underscores a strong and ongoing partnership between Pakistan and Belarus.	[766, 477, 1006, 494]
story	[514, 823, 754, 913]
continued-from-label: Continued from page 1	[847, 1230, 961, 1243]
continued-from-label: Continued from page 1	[847, 972, 961, 985]
story-paragraph: Many politicians and bureaucrats have profited from these land-use changes, leading to corruption and bribery on a massive scale. In response to this, opposition leaders in the Karachi Metropolitan Corporation (KMC) have called for action against the responsible officials, particularly Ishaq Khoro, to prevent further misuse of power and to safeguard the city's future.	[10, 168, 250, 209]
story-number: No #28	[770, 972, 803, 985]
story-number: No #10	[266, 394, 299, 407]
story-paragraph: Former Senior Vice Chairman ABAD, Ibrahim Habib said that Karachi Building Control Authority (KBCA), established in 1979, had a consultation committee that was responsible for drafting and amending laws related to building control and land use. However, this time, the SBCA Director General made the changes without any consultation with the committee or stakeholders, thus raising concerns about corruption and misuse of power.	[10, 77, 250, 126]
story-number: No #26	[770, 732, 803, 745]
story-number: No #7	[14, 1297, 42, 1310]
story-paragraph: The Heritage Commission hailed the study as a major milestone in Saudi Arabia's scientific and cultural journey and reaffirmed its commitment to promoting global research collaboration. Officials also emphasized the untapped potential of the Kingdom's cave systems, many of which remain unexplored and could hold further secrets about the region's ancient past.	[262, 840, 502, 882]
story-number: No #30	[770, 1230, 803, 1243]
continued-from-label: Continued from page 1	[847, 319, 961, 332]
story-header	[514, 1257, 754, 1277]
story-paragraph: As per the terms of the agreement, SRTI Park will utilize AIM's network to introduce scaleups to SRTI Park and offer them with tailored packages for setting up operations. SRTI Park will offer access to ecosystem and events for scaleups introduced by AIM as well as promote AIM's initiatives within the Park's ecosystem.	[10, 1357, 250, 1390]
story-number: No #17	[518, 923, 551, 935]
story-body	[514, 1184, 754, 1251]
story-header	[262, 390, 502, 410]
story	[766, 54, 1006, 179]
story	[262, 1084, 502, 1435]
story-paragraph: Despite this grassroots momentum, the State Bank of Pakistan (SBP) has adopted a cautious posture, citing risks of volatility, illicit finance, and regulatory opacity. While a 2018 ban on financial institutions from handling crypto transactions was partially relaxed in 2019, a comprehensive legal framework remains elusive.	[514, 223, 754, 256]
story-paragraph: PTI also condemned the reports as part of a deliberate disinformation campaign. "These stories about negotiations are part of an organised propaganda effort against PTI," the spokesperson concluded.	[766, 1067, 1006, 1092]
story	[514, 1161, 754, 1251]
story-paragraph: 2. Introduce educational programmes for businesses and policy-makers on blockchain applications.	[514, 716, 754, 733]
continued-from-label: Continued from page 2	[91, 812, 205, 825]
story-number: No #9	[266, 113, 294, 126]
story-paragraph: Sarwar Munir Rao has been given the title of Professor of Practice for his contribution in the field of academics, as he is on the board of studies of several universities.	[10, 1228, 250, 1253]
story-paragraph: The meeting concluded with a reaffirmation of the shared commitment to expanding cooperation and unlocking new opportunities for youth under the Digital Pakistan vision. - APP	[514, 967, 754, 992]
page-number: 7	[984, 4, 1007, 48]
story-paragraph: In line with the Finance Minister's earlier guidance, Dr. Rizk informed that UNDP, in coordination with the Ministry of Climate Change & Environmental Coordination (MoCC&EC) and the Public-Private Partnership Authority (P3A), has identified five preliminary bankable projects valued at over USD 1 billion. These projects span critical sectors, including green exports, bioresource management, road infrastructure, domestic green private sector development, and green real estate.	[262, 1481, 502, 1530]
story-number: No #23	[770, 319, 803, 332]
story-body	[262, 1107, 502, 1435]
story-body	[10, 346, 250, 479]
story-paragraph: The ceremony was attended by renowned poets of the country including Iftikhar Butt, Anjum Saleemi, Gumrah-e-Zaman, Jafar Anjum Jafarna, Mahmood Amjad Hali, Riffat Waheed Malik, Riffat Anjum, Dr. Fakhra Nowsin, Mahnoor Malik, Naseeba Mughool Bhatti, Jahangir Imran, Shakeer Ahsan, Faisal Irfan, besides RDA officers Khawaja Arshad Javed, Iftikhar Ali and Asif Mahmood Chaudhry. - APP	[514, 872, 754, 913]
story-header	[514, 1161, 754, 1181]
story-number: No #13	[266, 1088, 299, 1101]
story-paragraph: Digital payments are already gaining traction, but legacy banking structures and policy limitations have kept full-scale adoption at bay. Blockchain bypasses many of these barriers, removing intermediaries and streamlining transactions.	[514, 489, 754, 514]
story	[10, 323, 250, 479]
story-paragraph: The rift underscores growing political friction over water resource management and inter-party alliances within Parliament.	[766, 163, 1006, 180]
story-paragraph: DG Passports Mustafa Jamal Qazi also briefed the minister on further digital improvements, including the upcoming launch of a mobile application to facilitate citizens with passport-related services.	[262, 1036, 502, 1061]
story-paragraph: 1. Establish a dedicated regulatory authority for digital assets, ensuring transparency, consumer protection, and compliance.	[514, 698, 754, 716]
continued-from-label: Continued from page 8	[595, 827, 709, 840]
story-paragraph: Amid the ongoing dispute, PPP lawmakers disrupted Thursday's Assembly session by drawing attention to a lack of quorum. According to sources, 22 PPP MNAs walked out on instructions from senior leader Syed Agha	[514, 1531, 754, 1556]
story-paragraph: of previous deficits, Express News.	[772, 1249, 872, 1258]
story-paragraph: The PM also wrote on his official Twitter wall, "Arrived in Minsk to bring warm winds against the backdrop of a very warm welcome by HE. Alexander Türchin, Prime Minister of Belarus at the airport, where I was honored with an eye-ad tradition and a gesture of Belarusian hospitality - the korovai, a decorated loaf accompanied by salt."	[766, 494, 1006, 536]
story-paragraph: Rafiullah and remained in the lobby, resulting in the Deputy Speaker adjourning the session till Friday morning due to insufficient attendance.	[766, 54, 1006, 71]
story-paragraph: The Minister commended the green initiatives of the Punjab Government, which aim to benefit local communities through environmental protection while providing access to clean water and healthcare services.	[262, 208, 502, 233]
story-body	[514, 846, 754, 913]
story-paragraph: The proposed increases come amid inflationary pressures and continued reforms in the energy sector as Pakistan works to reduce circular debt and meet IMF fiscal targets.	[766, 1326, 1006, 1351]
story-paragraph: higher than its historical average.	[268, 413, 362, 422]
story-paragraph: Minister of State for IT and Telecommunication Shaza Fatima Khawaja, too, has underlined the importance of reducing reliance on physical currency through initiatives like the SBP's RAAST instant payment system. The strategic alignment of digital initiatives, including Visa's 2024 partnership with 1Link to enhance merchant digital payments nationwide, demonstrates serious intent to overhaul Pakistan's financial fabric.	[514, 357, 754, 406]
